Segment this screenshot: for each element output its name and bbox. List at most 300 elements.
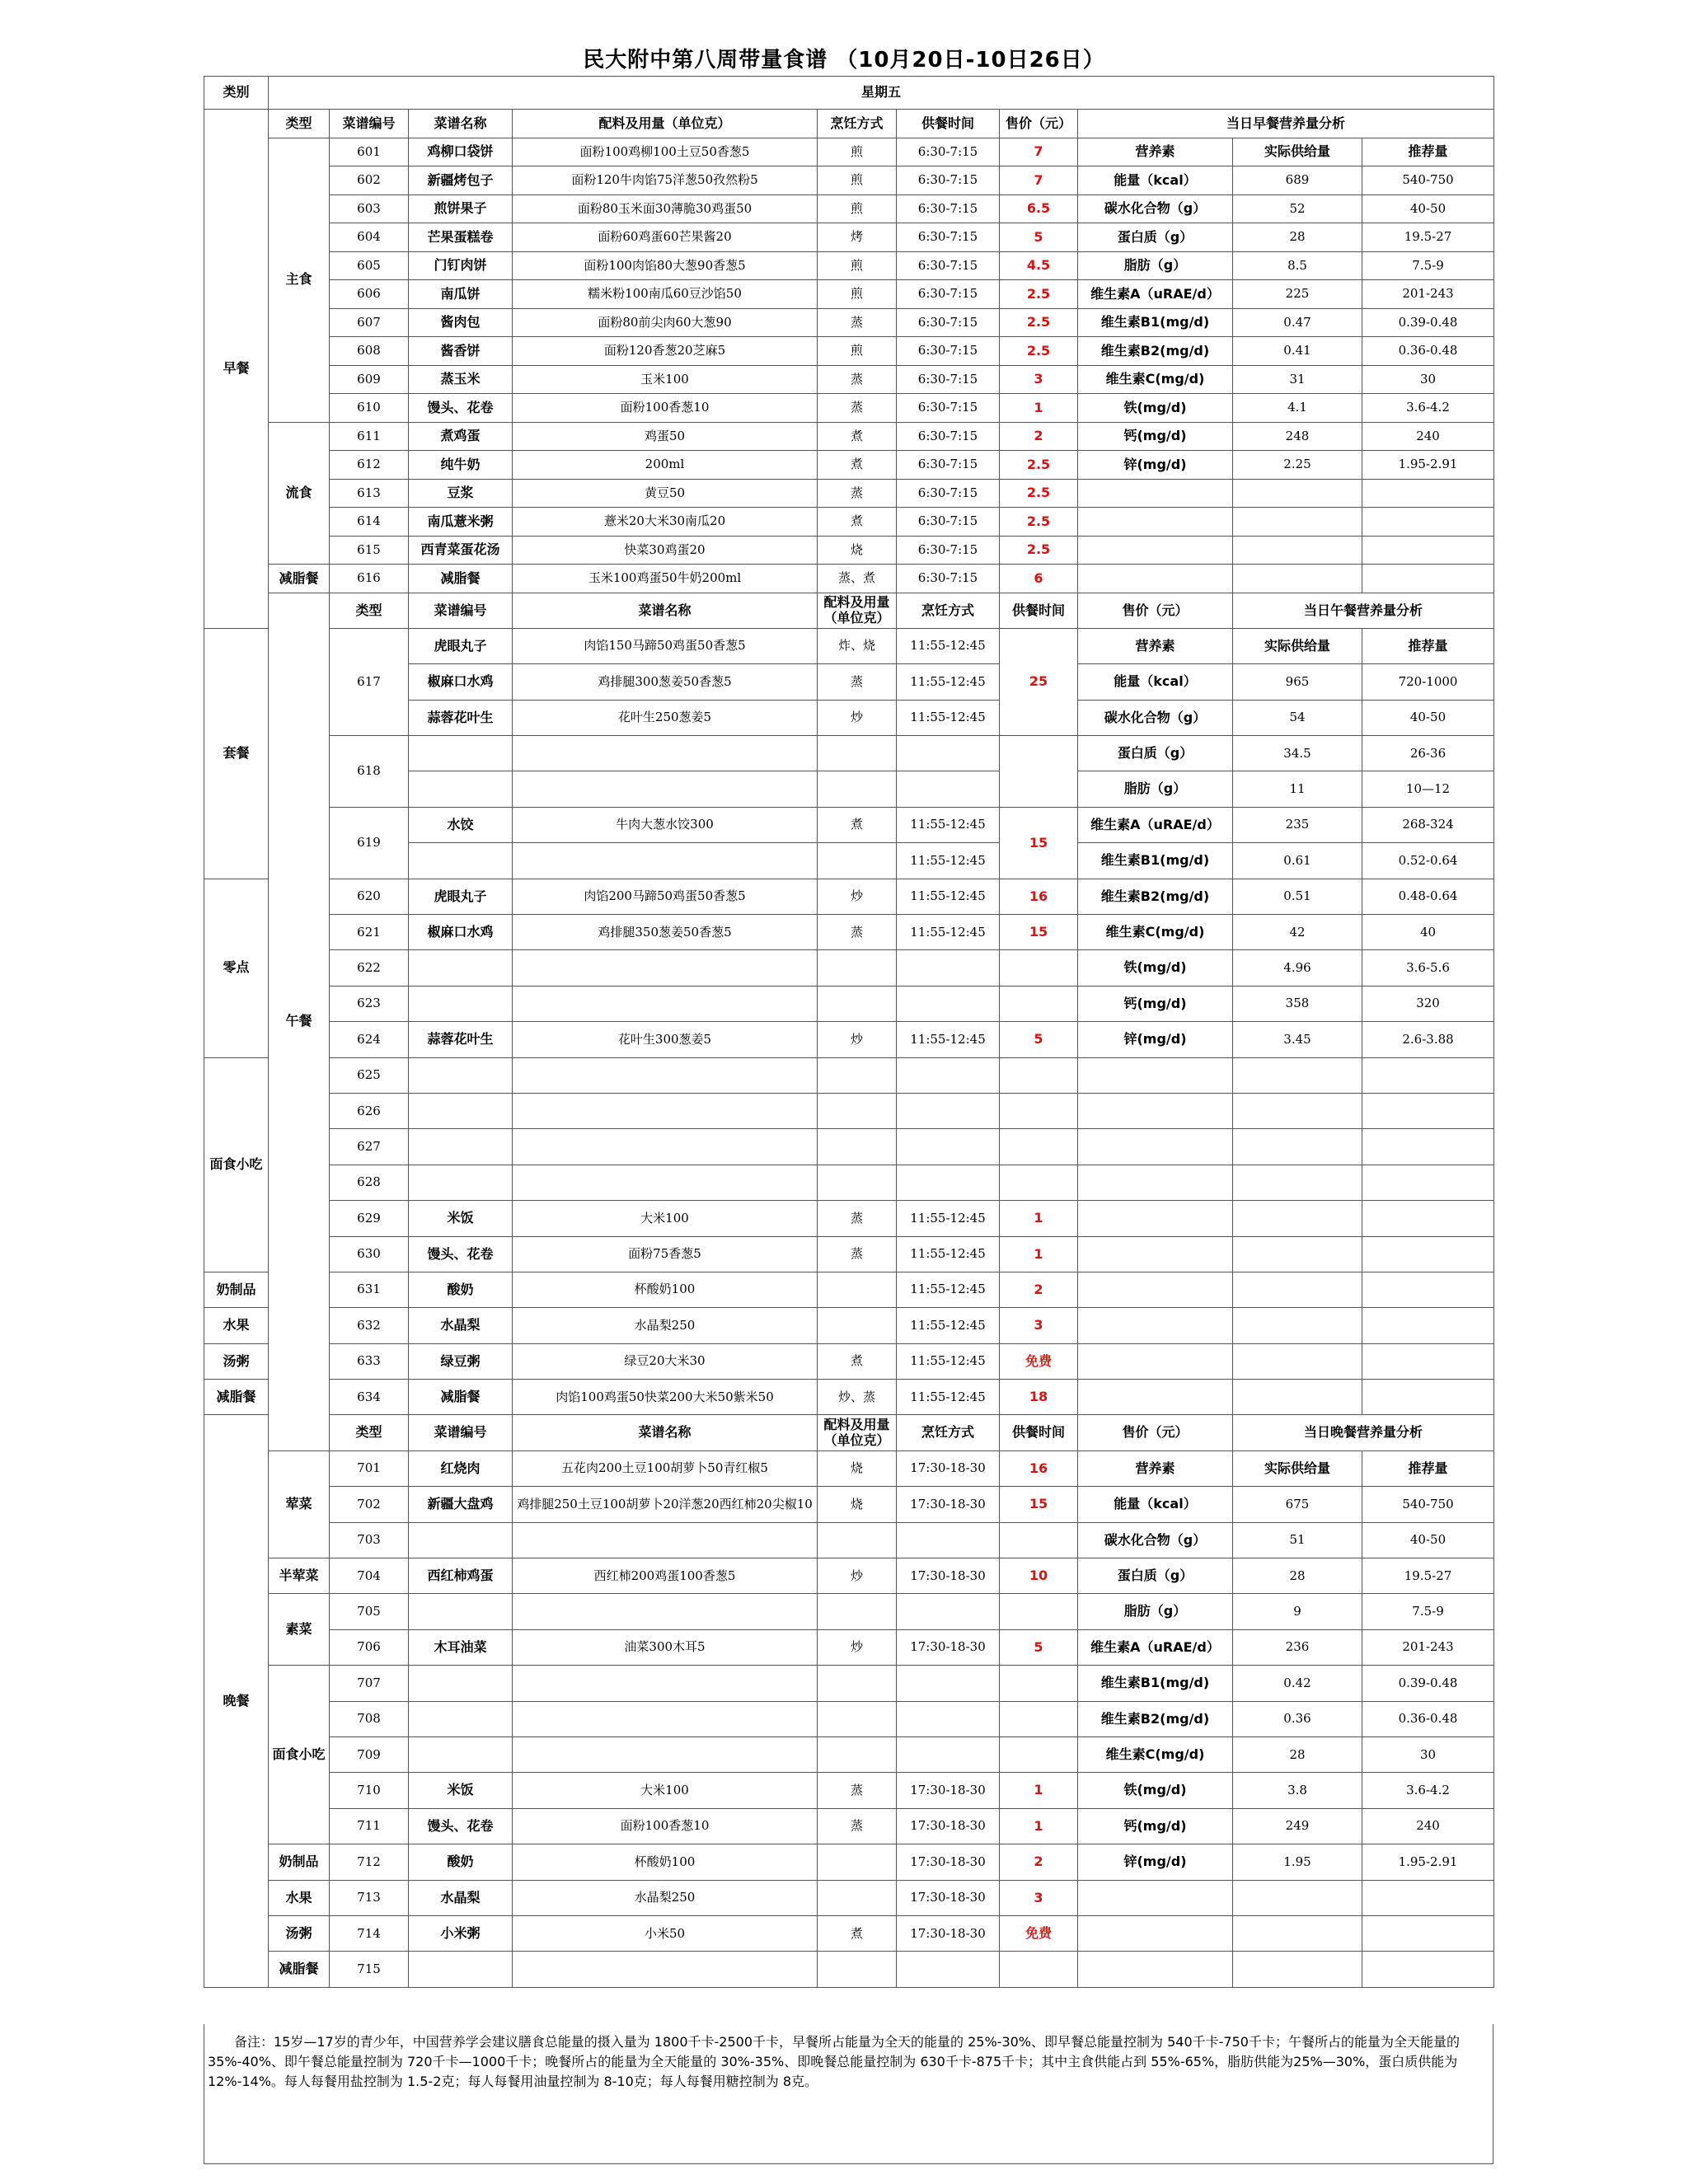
empty-cell bbox=[1078, 1165, 1233, 1200]
nutrient-recommended: 1.95-2.91 bbox=[1362, 1844, 1494, 1880]
dish-name: 芒果蛋糕卷 bbox=[409, 223, 513, 252]
cook-method: 煎 bbox=[818, 337, 897, 366]
dish-code: 606 bbox=[330, 280, 409, 309]
dish-ingredients: 面粉100香葱10 bbox=[513, 394, 818, 423]
dish-code: 624 bbox=[330, 1022, 409, 1057]
dish-name bbox=[409, 1093, 513, 1128]
dish-ingredients: 杯酸奶100 bbox=[513, 1844, 818, 1880]
nutrient-name: 维生素B1(mg/d) bbox=[1078, 1666, 1233, 1701]
dish-name bbox=[409, 1701, 513, 1736]
table-row bbox=[204, 1737, 1494, 1773]
dish-ingredients: 玉米100鸡蛋50牛奶200ml bbox=[513, 565, 818, 593]
empty-cell bbox=[1233, 1952, 1362, 1987]
empty-cell bbox=[1233, 1272, 1362, 1307]
serve-time bbox=[897, 1701, 1000, 1736]
price: 3 bbox=[1000, 1880, 1078, 1915]
dish-ingredients: 肉馅150马蹄50鸡蛋50香葱5 bbox=[513, 628, 818, 663]
dish-ingredients: 鸡蛋50 bbox=[513, 422, 818, 451]
nutrient-actual: 54 bbox=[1233, 700, 1362, 735]
dish-name bbox=[409, 1129, 513, 1165]
table-row bbox=[204, 1308, 1494, 1343]
cook-method: 炒 bbox=[818, 1558, 897, 1594]
nutrient-name: 锌(mg/d) bbox=[1078, 1844, 1233, 1880]
nutrient-actual: 0.51 bbox=[1233, 879, 1362, 914]
dish-ingredients: 黄豆50 bbox=[513, 479, 818, 508]
table-row bbox=[204, 166, 1494, 195]
dish-ingredients bbox=[513, 1165, 818, 1200]
dish-code: 708 bbox=[330, 1701, 409, 1736]
dish-code: 618 bbox=[330, 736, 409, 808]
empty-cell bbox=[1362, 508, 1494, 537]
col-price: 售价（元） bbox=[1078, 1415, 1233, 1451]
nutrient-actual: 1.95 bbox=[1233, 1844, 1362, 1880]
dish-name: 门钉肉饼 bbox=[409, 251, 513, 280]
nutrient-actual: 0.36 bbox=[1233, 1701, 1362, 1736]
serve-time bbox=[897, 1737, 1000, 1773]
nutrient-recommended: 2.6-3.88 bbox=[1362, 1022, 1494, 1057]
cook-method: 煎 bbox=[818, 194, 897, 223]
nutrient-actual: 0.47 bbox=[1233, 308, 1362, 337]
actual-col: 实际供给量 bbox=[1233, 138, 1362, 166]
empty-cell bbox=[1233, 565, 1362, 593]
dish-ingredients: 面粉75香葱5 bbox=[513, 1236, 818, 1272]
nutrient-recommended: 0.39-0.48 bbox=[1362, 1666, 1494, 1701]
serve-time bbox=[897, 1129, 1000, 1165]
table-row bbox=[204, 1773, 1494, 1808]
dish-name: 蒜蓉花叶生 bbox=[409, 1022, 513, 1057]
cook-method bbox=[818, 1594, 897, 1629]
nutrient-recommended: 201-243 bbox=[1362, 1629, 1494, 1665]
serve-time: 11:55-12:45 bbox=[897, 1201, 1000, 1236]
dish-name bbox=[409, 1057, 513, 1093]
serve-time: 11:55-12:45 bbox=[897, 1343, 1000, 1379]
empty-cell bbox=[1233, 1308, 1362, 1343]
dish-code: 613 bbox=[330, 479, 409, 508]
dish-ingredients bbox=[513, 1522, 818, 1558]
dish-code: 615 bbox=[330, 536, 409, 565]
nutrient-actual: 3.45 bbox=[1233, 1022, 1362, 1057]
table-row bbox=[204, 1952, 1494, 1987]
table-row bbox=[204, 628, 1494, 663]
col-type: 类型 bbox=[330, 593, 409, 628]
dish-name: 米饭 bbox=[409, 1201, 513, 1236]
serve-time: 6:30-7:15 bbox=[897, 422, 1000, 451]
price: 2.5 bbox=[1000, 536, 1078, 565]
table-row bbox=[204, 365, 1494, 394]
dish-ingredients: 油菜300木耳5 bbox=[513, 1629, 818, 1665]
serve-time: 11:55-12:45 bbox=[897, 700, 1000, 735]
dish-type: 减脂餐 bbox=[269, 565, 330, 593]
nutrient-name: 维生素C(mg/d) bbox=[1078, 365, 1233, 394]
table-row bbox=[204, 394, 1494, 423]
table-row bbox=[204, 337, 1494, 366]
dish-name bbox=[409, 1165, 513, 1200]
dish-type: 水果 bbox=[269, 1880, 330, 1915]
cook-method bbox=[818, 1165, 897, 1200]
empty-cell bbox=[1362, 1952, 1494, 1987]
serve-time: 11:55-12:45 bbox=[897, 1272, 1000, 1307]
dish-ingredients: 鸡排腿250土豆100胡萝卜20洋葱20西红柿20尖椒10 bbox=[513, 1487, 818, 1522]
cook-method bbox=[818, 1737, 897, 1773]
empty-cell bbox=[1078, 1129, 1233, 1165]
empty-cell bbox=[1362, 1915, 1494, 1951]
nutrient-recommended: 268-324 bbox=[1362, 807, 1494, 842]
dish-ingredients: 花叶生300葱姜5 bbox=[513, 1022, 818, 1057]
nutrient-actual: 2.25 bbox=[1233, 451, 1362, 480]
col-time: 供餐时间 bbox=[897, 110, 1000, 138]
dish-type: 零点 bbox=[204, 879, 269, 1057]
nutrient-name: 维生素A（uRAE/d） bbox=[1078, 1629, 1233, 1665]
dish-code: 707 bbox=[330, 1666, 409, 1701]
col-time: 供餐时间 bbox=[1000, 593, 1078, 628]
price: 1 bbox=[1000, 1201, 1078, 1236]
cook-method: 炒 bbox=[818, 1022, 897, 1057]
empty-cell bbox=[1233, 508, 1362, 537]
table-row bbox=[204, 110, 1494, 138]
table-row bbox=[204, 1380, 1494, 1415]
table-row bbox=[204, 1701, 1494, 1736]
empty-cell bbox=[513, 736, 818, 771]
table-row bbox=[204, 1880, 1494, 1915]
cook-method: 煎 bbox=[818, 166, 897, 195]
table-row bbox=[204, 1451, 1494, 1486]
dish-ingredients: 面粉120牛肉馅75洋葱50孜然粉5 bbox=[513, 166, 818, 195]
nutrient-actual: 236 bbox=[1233, 1629, 1362, 1665]
dish-name: 红烧肉 bbox=[409, 1451, 513, 1486]
dish-code: 631 bbox=[330, 1272, 409, 1307]
dish-code: 701 bbox=[330, 1451, 409, 1486]
col-method: 烹饪方式 bbox=[897, 1415, 1000, 1451]
dish-code: 712 bbox=[330, 1844, 409, 1880]
cook-method: 蒸、煮 bbox=[818, 565, 897, 593]
price: 16 bbox=[1000, 879, 1078, 914]
nutrient-actual: 28 bbox=[1233, 223, 1362, 252]
serve-time: 6:30-7:15 bbox=[897, 166, 1000, 195]
cook-method: 煎 bbox=[818, 280, 897, 309]
dish-type: 素菜 bbox=[269, 1594, 330, 1666]
dish-name: 煎饼果子 bbox=[409, 194, 513, 223]
serve-time: 11:55-12:45 bbox=[897, 1308, 1000, 1343]
nutrient-name: 维生素B1(mg/d) bbox=[1078, 308, 1233, 337]
nutrient-recommended: 3.6-4.2 bbox=[1362, 1773, 1494, 1808]
dish-code: 612 bbox=[330, 451, 409, 480]
dish-ingredients: 薏米20大米30南瓜20 bbox=[513, 508, 818, 537]
dish-name bbox=[409, 1594, 513, 1629]
col-ingredients: 配料及用量（单位克） bbox=[513, 110, 818, 138]
col-ingredients: 配料及用量（单位克） bbox=[818, 593, 897, 628]
empty-cell bbox=[1078, 1057, 1233, 1093]
dish-name: 馒头、花卷 bbox=[409, 1808, 513, 1844]
dish-code: 629 bbox=[330, 1201, 409, 1236]
dish-type: 奶制品 bbox=[269, 1844, 330, 1880]
nutrient-name: 维生素B1(mg/d) bbox=[1078, 843, 1233, 879]
empty-cell bbox=[1233, 1343, 1362, 1379]
dish-name: 新疆烤包子 bbox=[409, 166, 513, 195]
price: 5 bbox=[1000, 1022, 1078, 1057]
serve-time: 11:55-12:45 bbox=[897, 1022, 1000, 1057]
dish-code: 607 bbox=[330, 308, 409, 337]
dish-name: 南瓜饼 bbox=[409, 280, 513, 309]
dish-ingredients: 大米100 bbox=[513, 1201, 818, 1236]
dish-ingredients bbox=[513, 1737, 818, 1773]
table-row bbox=[204, 138, 1494, 166]
table-row bbox=[204, 1236, 1494, 1272]
empty-cell bbox=[1078, 1236, 1233, 1272]
serve-time: 17:30-18-30 bbox=[897, 1451, 1000, 1486]
cook-method bbox=[818, 1701, 897, 1736]
dish-ingredients: 面粉80前尖肉60大葱90 bbox=[513, 308, 818, 337]
table-row bbox=[204, 1666, 1494, 1701]
cook-method: 烧 bbox=[818, 1487, 897, 1522]
nutrient-col: 营养素 bbox=[1078, 628, 1233, 663]
dish-type: 主食 bbox=[269, 138, 330, 422]
cook-method bbox=[818, 1308, 897, 1343]
dish-ingredients: 面粉100肉馅80大葱90香葱5 bbox=[513, 251, 818, 280]
col-type: 类型 bbox=[269, 110, 330, 138]
dish-name bbox=[409, 1952, 513, 1987]
dish-name: 绿豆粥 bbox=[409, 1343, 513, 1379]
nutrient-actual: 235 bbox=[1233, 807, 1362, 842]
price: 1 bbox=[1000, 394, 1078, 423]
nutrient-name: 能量（kcal） bbox=[1078, 1487, 1233, 1522]
nutrient-recommended: 0.39-0.48 bbox=[1362, 308, 1494, 337]
empty-cell bbox=[409, 843, 513, 879]
serve-time: 11:55-12:45 bbox=[897, 628, 1000, 663]
dish-ingredients: 小米50 bbox=[513, 1915, 818, 1951]
cook-method: 煮 bbox=[818, 1915, 897, 1951]
empty-cell bbox=[1078, 508, 1233, 537]
dish-code: 704 bbox=[330, 1558, 409, 1594]
nutrient-actual: 34.5 bbox=[1233, 736, 1362, 771]
table-row bbox=[204, 1343, 1494, 1379]
nutrient-actual: 42 bbox=[1233, 915, 1362, 950]
price bbox=[1000, 1165, 1078, 1200]
price: 25 bbox=[1000, 628, 1078, 735]
serve-time bbox=[897, 1952, 1000, 1987]
nutrient-recommended: 40 bbox=[1362, 915, 1494, 950]
dish-code: 620 bbox=[330, 879, 409, 914]
table-row bbox=[204, 251, 1494, 280]
dish-code: 711 bbox=[330, 1808, 409, 1844]
dish-code: 710 bbox=[330, 1773, 409, 1808]
cook-method bbox=[818, 1057, 897, 1093]
dish-ingredients bbox=[513, 1952, 818, 1987]
dish-code: 713 bbox=[330, 1880, 409, 1915]
table-row bbox=[204, 308, 1494, 337]
cook-method bbox=[818, 1129, 897, 1165]
dish-ingredients: 面粉60鸡蛋60芒果酱20 bbox=[513, 223, 818, 252]
empty-cell bbox=[1362, 536, 1494, 565]
table-row bbox=[204, 422, 1494, 451]
meal-lunch: 午餐 bbox=[269, 593, 330, 1451]
price bbox=[1000, 1737, 1078, 1773]
nutrient-name: 维生素C(mg/d) bbox=[1078, 1737, 1233, 1773]
serve-time: 17:30-18-30 bbox=[897, 1773, 1000, 1808]
col-ingredients: 配料及用量（单位克） bbox=[818, 1415, 897, 1451]
cook-method bbox=[818, 1880, 897, 1915]
dish-name bbox=[409, 1522, 513, 1558]
dish-name: 酱肉包 bbox=[409, 308, 513, 337]
dish-code: 634 bbox=[330, 1380, 409, 1415]
nutrient-recommended: 19.5-27 bbox=[1362, 1558, 1494, 1594]
price: 免费 bbox=[1000, 1915, 1078, 1951]
serve-time: 6:30-7:15 bbox=[897, 223, 1000, 252]
nutrient-recommended: 40-50 bbox=[1362, 700, 1494, 735]
dish-ingredients: 杯酸奶100 bbox=[513, 1272, 818, 1307]
cook-method: 炸、烧 bbox=[818, 628, 897, 663]
nutrient-recommended: 240 bbox=[1362, 1808, 1494, 1844]
nutrient-recommended: 0.36-0.48 bbox=[1362, 1701, 1494, 1736]
dish-code: 605 bbox=[330, 251, 409, 280]
dish-ingredients: 水晶梨250 bbox=[513, 1880, 818, 1915]
dish-name: 酸奶 bbox=[409, 1844, 513, 1880]
table-row bbox=[204, 879, 1494, 914]
nutrient-actual: 28 bbox=[1233, 1737, 1362, 1773]
nutrient-recommended: 1.95-2.91 bbox=[1362, 451, 1494, 480]
cook-method: 炒 bbox=[818, 700, 897, 735]
dish-name: 西红柿鸡蛋 bbox=[409, 1558, 513, 1594]
cook-method: 烤 bbox=[818, 223, 897, 252]
dish-name: 椒麻口水鸡 bbox=[409, 915, 513, 950]
dish-name: 酱香饼 bbox=[409, 337, 513, 366]
empty-cell bbox=[1233, 1236, 1362, 1272]
serve-time: 6:30-7:15 bbox=[897, 194, 1000, 223]
serve-time: 6:30-7:15 bbox=[897, 536, 1000, 565]
empty-cell bbox=[897, 771, 1000, 807]
recommended-col: 推荐量 bbox=[1362, 138, 1494, 166]
empty-cell bbox=[1233, 1380, 1362, 1415]
serve-time: 11:55-12:45 bbox=[897, 915, 1000, 950]
col-price: 售价（元） bbox=[1078, 593, 1233, 628]
nutrient-actual: 3.8 bbox=[1233, 1773, 1362, 1808]
table-row bbox=[204, 1487, 1494, 1522]
cook-method: 煎 bbox=[818, 251, 897, 280]
serve-time: 11:55-12:45 bbox=[897, 879, 1000, 914]
price: 4.5 bbox=[1000, 251, 1078, 280]
cook-method: 烧 bbox=[818, 536, 897, 565]
price bbox=[1000, 986, 1078, 1021]
dish-name: 酸奶 bbox=[409, 1272, 513, 1307]
dish-ingredients: 面粉120香葱20芝麻5 bbox=[513, 337, 818, 366]
price: 15 bbox=[1000, 1487, 1078, 1522]
dish-code: 616 bbox=[330, 565, 409, 593]
nutrient-actual: 675 bbox=[1233, 1487, 1362, 1522]
col-price: 售价（元） bbox=[1000, 110, 1078, 138]
col-type: 类型 bbox=[330, 1415, 409, 1451]
nutrient-name: 钙(mg/d) bbox=[1078, 422, 1233, 451]
dish-ingredients: 肉馅100鸡蛋50快菜200大米50紫米50 bbox=[513, 1380, 818, 1415]
nutrient-recommended: 240 bbox=[1362, 422, 1494, 451]
dish-code: 709 bbox=[330, 1737, 409, 1773]
cook-method bbox=[818, 950, 897, 986]
empty-cell bbox=[1078, 565, 1233, 593]
dish-type: 水果 bbox=[204, 1308, 269, 1343]
nutrition-title: 当日晚餐营养量分析 bbox=[1233, 1415, 1494, 1451]
empty-cell bbox=[1362, 1880, 1494, 1915]
nutrient-actual: 965 bbox=[1233, 664, 1362, 700]
cook-method: 煮 bbox=[818, 807, 897, 842]
dish-ingredients bbox=[513, 1129, 818, 1165]
nutrient-name: 碳水化合物（g） bbox=[1078, 194, 1233, 223]
empty-cell bbox=[897, 736, 1000, 771]
dish-ingredients: 西红柿200鸡蛋100香葱5 bbox=[513, 1558, 818, 1594]
nutrient-name: 脂肪（g） bbox=[1078, 251, 1233, 280]
dish-code: 614 bbox=[330, 508, 409, 537]
empty-cell bbox=[1078, 1880, 1233, 1915]
serve-time bbox=[897, 1666, 1000, 1701]
serve-time bbox=[897, 986, 1000, 1021]
dish-ingredients: 面粉100鸡柳100土豆50香葱5 bbox=[513, 138, 818, 166]
price bbox=[1000, 1594, 1078, 1629]
cook-method: 蒸 bbox=[818, 308, 897, 337]
serve-time: 17:30-18-30 bbox=[897, 1880, 1000, 1915]
table-row bbox=[204, 1272, 1494, 1307]
empty-cell bbox=[409, 736, 513, 771]
nutrient-col: 营养素 bbox=[1078, 138, 1233, 166]
nutrient-actual: 4.96 bbox=[1233, 950, 1362, 986]
empty-cell bbox=[1362, 565, 1494, 593]
nutrient-recommended: 7.5-9 bbox=[1362, 1594, 1494, 1629]
cook-method: 蒸 bbox=[818, 1773, 897, 1808]
meal-dinner: 晚餐 bbox=[204, 1415, 269, 1987]
empty-cell bbox=[1362, 1129, 1494, 1165]
table-row bbox=[204, 223, 1494, 252]
dish-name: 米饭 bbox=[409, 1773, 513, 1808]
dish-name: 南瓜薏米粥 bbox=[409, 508, 513, 537]
dish-ingredients: 牛肉大葱水饺300 bbox=[513, 807, 818, 842]
dish-code: 608 bbox=[330, 337, 409, 366]
dish-code: 601 bbox=[330, 138, 409, 166]
dish-name bbox=[409, 1666, 513, 1701]
dish-code: 609 bbox=[330, 365, 409, 394]
dish-code: 625 bbox=[330, 1057, 409, 1093]
dish-name: 煮鸡蛋 bbox=[409, 422, 513, 451]
dish-code: 703 bbox=[330, 1522, 409, 1558]
dish-name bbox=[409, 986, 513, 1021]
table-row bbox=[204, 77, 1494, 110]
price: 2 bbox=[1000, 1272, 1078, 1307]
nutrient-name: 钙(mg/d) bbox=[1078, 1808, 1233, 1844]
empty-cell bbox=[818, 771, 897, 807]
nutrient-name: 钙(mg/d) bbox=[1078, 986, 1233, 1021]
empty-cell bbox=[1233, 1201, 1362, 1236]
dish-code: 706 bbox=[330, 1629, 409, 1665]
dish-name: 小米粥 bbox=[409, 1915, 513, 1951]
nutrient-name: 维生素B2(mg/d) bbox=[1078, 879, 1233, 914]
dish-name: 水晶梨 bbox=[409, 1308, 513, 1343]
empty-cell bbox=[1078, 479, 1233, 508]
empty-cell bbox=[1233, 1057, 1362, 1093]
dish-type: 面食小吃 bbox=[269, 1666, 330, 1844]
empty-cell bbox=[1078, 536, 1233, 565]
price: 3 bbox=[1000, 365, 1078, 394]
table-row bbox=[204, 950, 1494, 986]
serve-time: 17:30-18-30 bbox=[897, 1808, 1000, 1844]
empty-cell bbox=[513, 771, 818, 807]
dish-code: 632 bbox=[330, 1308, 409, 1343]
empty-cell bbox=[1078, 1201, 1233, 1236]
col-code: 菜谱编号 bbox=[409, 593, 513, 628]
nutrient-actual: 0.61 bbox=[1233, 843, 1362, 879]
empty-cell bbox=[818, 736, 897, 771]
price: 2.5 bbox=[1000, 337, 1078, 366]
cook-method: 蒸 bbox=[818, 394, 897, 423]
col-time: 供餐时间 bbox=[1000, 1415, 1078, 1451]
dish-ingredients: 五花肉200土豆100胡萝卜50青红椒5 bbox=[513, 1451, 818, 1486]
nutrient-actual: 11 bbox=[1233, 771, 1362, 807]
dish-name: 虎眼丸子 bbox=[409, 879, 513, 914]
cook-method: 煎 bbox=[818, 138, 897, 166]
